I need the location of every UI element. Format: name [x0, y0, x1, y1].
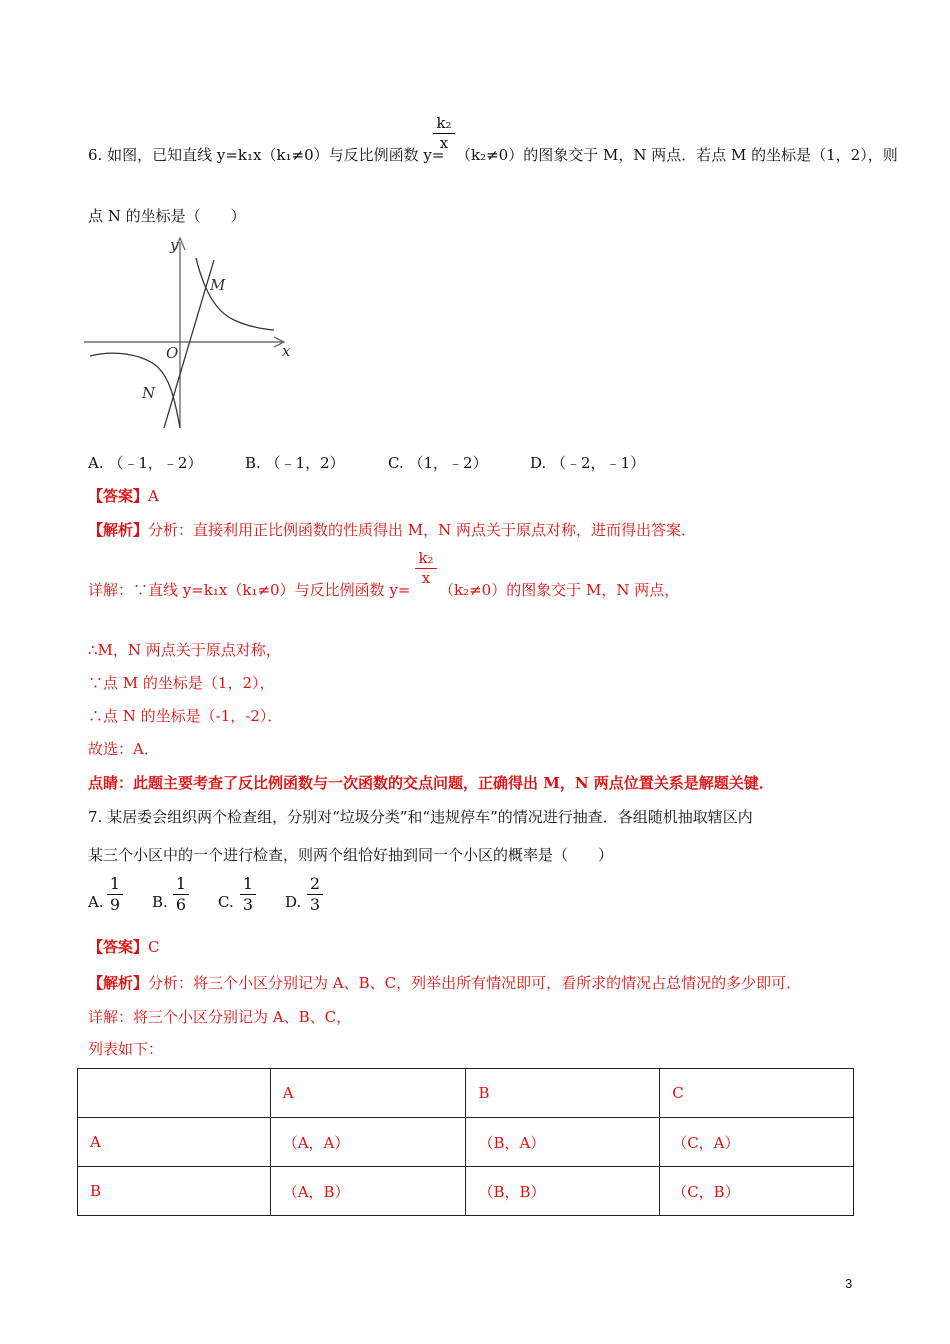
q6-step2: ∵点 M 的坐标是（1，2），	[88, 674, 275, 692]
q6-answer-tag: 【答案】	[88, 487, 149, 505]
q7-analysis-line	[88, 972, 801, 993]
q7-option-a-label: A.	[88, 893, 104, 911]
q6-comment-line	[88, 772, 774, 793]
q6-detail-prefix: 详解：∵直线 y=k₁x（k₁≠0）与反比例函数 y=	[88, 581, 411, 599]
q6-detail-suffix: （k₂≠0）的图象交于 M，N 两点，	[439, 581, 680, 599]
q6-figure	[84, 232, 294, 432]
q6-line1-suffix: （k₂≠0）的图象交于 M，N 两点．若点 M 的坐标是（1，2），则	[456, 146, 898, 164]
page-number: 3	[845, 1276, 853, 1291]
q7-option-b-fraction	[173, 876, 189, 913]
q6-comment-tag: 点睛：	[88, 774, 134, 792]
q7-option-c-den: 3	[242, 895, 254, 914]
q6-line2: 点 N 的坐标是（ ）	[88, 207, 246, 225]
table-cell: （A，A）	[270, 1118, 466, 1167]
q7-option-d-label: D.	[285, 893, 302, 911]
table-header-cell: A	[270, 1069, 466, 1118]
q7-option-b-num: 1	[175, 874, 187, 893]
q6-analysis-tag: 【解析】	[88, 521, 149, 539]
q7-answer: C	[148, 938, 160, 956]
q6-detail-frac-den: x	[421, 569, 431, 587]
table-header-row	[78, 1069, 854, 1118]
q6-detail-fraction	[415, 551, 437, 586]
q7-outcome-table	[77, 1068, 854, 1216]
table-cell: （B，A）	[466, 1118, 660, 1167]
table-row	[78, 1167, 854, 1216]
q6-answer-line	[88, 485, 159, 506]
q6-detail-frac-num: k₂	[418, 549, 434, 567]
q6-choose: 故选：A．	[88, 740, 159, 758]
q6-option-b: B. （﹣1，2）	[245, 454, 345, 472]
x-axis-label: x	[282, 342, 291, 360]
table-cell: （C，A）	[660, 1118, 854, 1167]
q6-analysis: 分析：直接利用正比例函数的性质得出 M，N 两点关于原点对称，进而得出答案．	[148, 521, 697, 539]
q7-answer-tag: 【答案】	[88, 938, 149, 956]
q7-option-c-label: C.	[218, 893, 234, 911]
q6-answer: A	[148, 487, 159, 505]
q6-analysis-line	[88, 519, 696, 540]
y-axis-label: y	[170, 236, 179, 254]
q7-option-c-num: 1	[242, 874, 254, 893]
q7-option-b-label: B.	[152, 893, 168, 911]
table-cell: （C，B）	[660, 1167, 854, 1216]
q7-analysis: 分析：将三个小区分别记为 A、B、C，列举出所有情况即可，看所求的情况占总情况的多少即可．	[148, 974, 802, 992]
q6-step3: ∴点 N 的坐标是（-1，-2）．	[88, 707, 283, 725]
q7-analysis-tag: 【解析】	[88, 974, 149, 992]
q7-line1: 7. 某居委会组织两个检查组，分别对“垃圾分类”和“违规停车”的情况进行抽查．各组随机抽取辖区内	[88, 808, 753, 826]
q6-comment: 此题主要考查了反比例函数与一次函数的交点问题，正确得出 M，N 两点位置关系是解题关键．	[133, 774, 774, 792]
point-m-label: M	[210, 276, 226, 294]
q6-option-c: C. （1，﹣2）	[388, 454, 488, 472]
table-row	[78, 1118, 854, 1167]
q7-option-a-num: 1	[109, 874, 121, 893]
q7-answer-line	[88, 936, 160, 957]
point-n-label: N	[142, 384, 156, 402]
q7-option-c-fraction	[240, 876, 256, 913]
q6-line1-prefix: 6. 如图，已知直线 y=k₁x（k₁≠0）与反比例函数 y=	[88, 146, 445, 164]
q7-detail: 详解：将三个小区分别记为 A、B、C，	[88, 1008, 352, 1026]
q7-option-b-den: 6	[175, 895, 187, 914]
q7-option-d-fraction	[307, 876, 323, 913]
q6-frac-den: x	[439, 134, 449, 152]
table-header-cell: C	[660, 1069, 854, 1118]
table-cell: A	[78, 1118, 271, 1167]
q7-option-a-fraction	[107, 876, 123, 913]
hyperbola-branch-q1	[196, 258, 274, 330]
table-cell: （B，B）	[466, 1167, 660, 1216]
origin-label: O	[166, 344, 179, 362]
q6-option-d: D. （﹣2，﹣1）	[530, 454, 646, 472]
q6-step1: ∴M，N 两点关于原点对称，	[88, 641, 281, 659]
table-cell: B	[78, 1167, 271, 1216]
q6-option-a: A. （﹣1，﹣2）	[88, 454, 203, 472]
q6-frac-num: k₂	[436, 114, 452, 132]
q7-line2: 某三个小区中的一个进行检查，则两个组恰好抽到同一个小区的概率是（ ）	[88, 846, 614, 864]
table-cell: （A，B）	[270, 1167, 466, 1216]
table-header-cell: B	[466, 1069, 660, 1118]
q7-table-intro: 列表如下：	[88, 1040, 164, 1058]
table-header-cell	[78, 1069, 271, 1118]
hyperbola-branch-q3	[90, 353, 180, 428]
q7-option-a-den: 9	[109, 895, 121, 914]
q7-option-d-den: 3	[309, 895, 321, 914]
q7-option-d-num: 2	[309, 874, 321, 893]
